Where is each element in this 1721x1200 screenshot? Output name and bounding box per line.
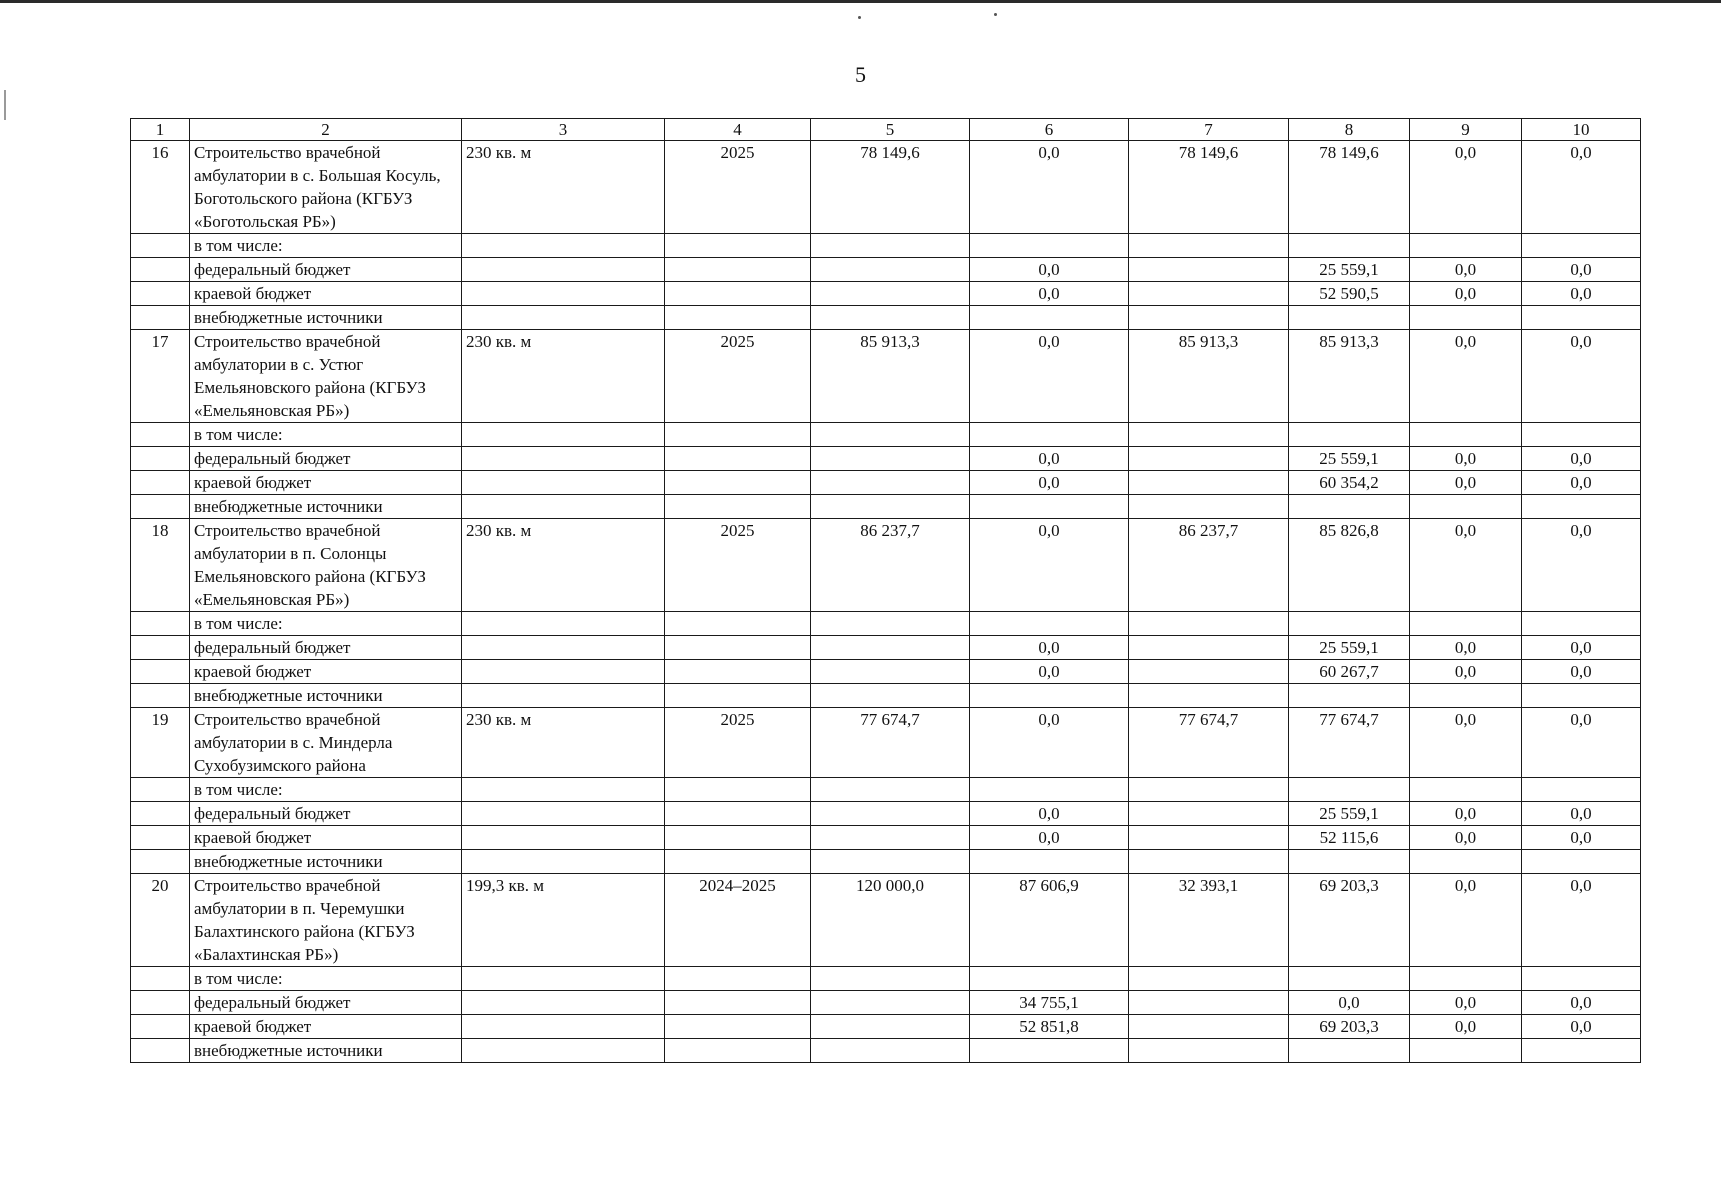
- value-col-6: [970, 234, 1129, 258]
- value-col-8: 25 559,1: [1289, 636, 1410, 660]
- value-col-6: 0,0: [970, 471, 1129, 495]
- empty-cell: [131, 684, 190, 708]
- empty-cell: [811, 495, 970, 519]
- value-col-6: [970, 778, 1129, 802]
- value-col-10: 0,0: [1522, 1015, 1641, 1039]
- funding-source-label: краевой бюджет: [190, 1015, 462, 1039]
- empty-cell: [131, 991, 190, 1015]
- value-col-9: [1410, 423, 1522, 447]
- funding-source-row: [131, 660, 1641, 684]
- project-years: 2024–2025: [665, 874, 811, 967]
- funding-source-label: федеральный бюджет: [190, 636, 462, 660]
- empty-cell: [462, 991, 665, 1015]
- empty-cell: [131, 850, 190, 874]
- column-header: 10: [1522, 119, 1641, 141]
- empty-cell: [665, 471, 811, 495]
- value-col-10: [1522, 495, 1641, 519]
- funding-source-label: внебюджетные источники: [190, 1039, 462, 1063]
- project-row: [131, 330, 1641, 423]
- project-years: 2025: [665, 519, 811, 612]
- row-number: 20: [131, 874, 190, 967]
- value-col-8: [1289, 612, 1410, 636]
- column-header: 1: [131, 119, 190, 141]
- empty-cell: [665, 802, 811, 826]
- funding-source-label: краевой бюджет: [190, 282, 462, 306]
- project-description: Строительство врачебной амбулатории в с. Миндерла Сухобузимского района: [190, 708, 462, 778]
- value-col-7: 77 674,7: [1129, 708, 1289, 778]
- column-header: 4: [665, 119, 811, 141]
- column-header: 3: [462, 119, 665, 141]
- empty-cell: [1129, 850, 1289, 874]
- value-col-10: 0,0: [1522, 447, 1641, 471]
- empty-cell: [811, 306, 970, 330]
- value-col-6: [970, 495, 1129, 519]
- value-col-10: 0,0: [1522, 991, 1641, 1015]
- funding-source-label: в том числе:: [190, 778, 462, 802]
- project-description: Строительство врачебной амбулатории в п. Черемушки Балахтинского района (КГБУЗ «Балахтинская РБ»): [190, 874, 462, 967]
- empty-cell: [131, 967, 190, 991]
- funding-source-label: внебюджетные источники: [190, 850, 462, 874]
- value-col-8: 25 559,1: [1289, 447, 1410, 471]
- value-col-10: 0,0: [1522, 874, 1641, 967]
- project-row: [131, 874, 1641, 967]
- value-col-10: 0,0: [1522, 330, 1641, 423]
- empty-cell: [131, 234, 190, 258]
- row-number: 16: [131, 141, 190, 234]
- column-header: 6: [970, 119, 1129, 141]
- value-col-8: 85 913,3: [1289, 330, 1410, 423]
- funding-source-row: [131, 850, 1641, 874]
- empty-cell: [462, 967, 665, 991]
- project-description: Строительство врачебной амбулатории в с. Большая Косуль, Боготольского района (КГБУЗ «Боготольская РБ»): [190, 141, 462, 234]
- empty-cell: [131, 802, 190, 826]
- empty-cell: [1129, 471, 1289, 495]
- value-col-8: 60 267,7: [1289, 660, 1410, 684]
- empty-cell: [1129, 1015, 1289, 1039]
- project-capacity: 230 кв. м: [462, 141, 665, 234]
- value-col-6: 0,0: [970, 330, 1129, 423]
- empty-cell: [811, 423, 970, 447]
- empty-cell: [1129, 447, 1289, 471]
- value-col-10: [1522, 423, 1641, 447]
- value-col-8: 60 354,2: [1289, 471, 1410, 495]
- funding-source-label: краевой бюджет: [190, 660, 462, 684]
- value-col-6: 0,0: [970, 636, 1129, 660]
- value-col-9: 0,0: [1410, 802, 1522, 826]
- empty-cell: [1129, 636, 1289, 660]
- empty-cell: [665, 778, 811, 802]
- value-col-9: 0,0: [1410, 826, 1522, 850]
- empty-cell: [1129, 802, 1289, 826]
- value-col-8: 52 590,5: [1289, 282, 1410, 306]
- value-col-10: 0,0: [1522, 258, 1641, 282]
- value-col-6: 0,0: [970, 282, 1129, 306]
- value-col-6: [970, 684, 1129, 708]
- empty-cell: [811, 684, 970, 708]
- value-col-9: 0,0: [1410, 258, 1522, 282]
- empty-cell: [665, 850, 811, 874]
- value-col-5: 85 913,3: [811, 330, 970, 423]
- empty-cell: [665, 1015, 811, 1039]
- budget-table: [130, 118, 1641, 1063]
- value-col-10: 0,0: [1522, 660, 1641, 684]
- funding-source-label: краевой бюджет: [190, 826, 462, 850]
- project-row: [131, 708, 1641, 778]
- value-col-8: [1289, 850, 1410, 874]
- funding-source-row: [131, 684, 1641, 708]
- empty-cell: [811, 660, 970, 684]
- value-col-8: [1289, 234, 1410, 258]
- empty-cell: [665, 447, 811, 471]
- empty-cell: [462, 258, 665, 282]
- value-col-9: 0,0: [1410, 708, 1522, 778]
- value-col-10: 0,0: [1522, 802, 1641, 826]
- value-col-8: 69 203,3: [1289, 874, 1410, 967]
- empty-cell: [131, 306, 190, 330]
- funding-source-row: [131, 991, 1641, 1015]
- value-col-8: [1289, 306, 1410, 330]
- value-col-10: 0,0: [1522, 471, 1641, 495]
- empty-cell: [811, 778, 970, 802]
- funding-source-row: [131, 258, 1641, 282]
- funding-source-row: [131, 802, 1641, 826]
- empty-cell: [665, 258, 811, 282]
- funding-source-row: [131, 306, 1641, 330]
- empty-cell: [811, 991, 970, 1015]
- value-col-6: 0,0: [970, 519, 1129, 612]
- scan-edge-mark: [4, 90, 6, 120]
- empty-cell: [131, 636, 190, 660]
- value-col-10: 0,0: [1522, 519, 1641, 612]
- project-row: [131, 141, 1641, 234]
- empty-cell: [131, 495, 190, 519]
- page-number: 5: [855, 62, 866, 87]
- value-col-6: [970, 967, 1129, 991]
- funding-source-row: [131, 778, 1641, 802]
- value-col-9: 0,0: [1410, 636, 1522, 660]
- empty-cell: [1129, 684, 1289, 708]
- empty-cell: [1129, 991, 1289, 1015]
- funding-source-row: [131, 423, 1641, 447]
- column-header: 9: [1410, 119, 1522, 141]
- row-number: 18: [131, 519, 190, 612]
- empty-cell: [462, 282, 665, 306]
- funding-source-row: [131, 1015, 1641, 1039]
- value-col-6: 0,0: [970, 141, 1129, 234]
- value-col-8: 0,0: [1289, 991, 1410, 1015]
- value-col-9: 0,0: [1410, 330, 1522, 423]
- empty-cell: [811, 1015, 970, 1039]
- empty-cell: [811, 447, 970, 471]
- value-col-6: [970, 306, 1129, 330]
- column-header: 7: [1129, 119, 1289, 141]
- empty-cell: [665, 660, 811, 684]
- value-col-8: 69 203,3: [1289, 1015, 1410, 1039]
- value-col-9: 0,0: [1410, 660, 1522, 684]
- empty-cell: [665, 612, 811, 636]
- project-capacity: 230 кв. м: [462, 330, 665, 423]
- value-col-9: [1410, 967, 1522, 991]
- table-body: [131, 119, 1641, 1063]
- value-col-6: 0,0: [970, 802, 1129, 826]
- empty-cell: [811, 636, 970, 660]
- value-col-9: 0,0: [1410, 447, 1522, 471]
- empty-cell: [1129, 306, 1289, 330]
- value-col-10: [1522, 234, 1641, 258]
- empty-cell: [462, 612, 665, 636]
- empty-cell: [1129, 778, 1289, 802]
- value-col-9: 0,0: [1410, 1015, 1522, 1039]
- value-col-6: 34 755,1: [970, 991, 1129, 1015]
- row-number: 19: [131, 708, 190, 778]
- empty-cell: [462, 234, 665, 258]
- value-col-6: 0,0: [970, 708, 1129, 778]
- empty-cell: [462, 471, 665, 495]
- empty-cell: [811, 850, 970, 874]
- project-description: Строительство врачебной амбулатории в п. Солонцы Емельяновского района (КГБУЗ «Емельяновская РБ»): [190, 519, 462, 612]
- project-row: [131, 519, 1641, 612]
- value-col-6: 0,0: [970, 258, 1129, 282]
- funding-source-label: в том числе:: [190, 423, 462, 447]
- value-col-10: [1522, 778, 1641, 802]
- empty-cell: [131, 423, 190, 447]
- empty-cell: [665, 282, 811, 306]
- funding-source-label: федеральный бюджет: [190, 258, 462, 282]
- top-border-line: [0, 0, 1721, 3]
- value-col-9: [1410, 234, 1522, 258]
- value-col-8: [1289, 423, 1410, 447]
- value-col-5: 78 149,6: [811, 141, 970, 234]
- funding-source-row: [131, 967, 1641, 991]
- value-col-9: 0,0: [1410, 282, 1522, 306]
- value-col-8: [1289, 495, 1410, 519]
- empty-cell: [811, 967, 970, 991]
- value-col-7: 85 913,3: [1129, 330, 1289, 423]
- funding-source-label: внебюджетные источники: [190, 684, 462, 708]
- empty-cell: [462, 636, 665, 660]
- scan-speck: [858, 16, 861, 19]
- value-col-10: [1522, 612, 1641, 636]
- funding-source-row: [131, 282, 1641, 306]
- value-col-10: 0,0: [1522, 282, 1641, 306]
- empty-cell: [665, 1039, 811, 1063]
- value-col-9: [1410, 495, 1522, 519]
- value-col-10: [1522, 1039, 1641, 1063]
- empty-cell: [665, 967, 811, 991]
- funding-source-label: внебюджетные источники: [190, 306, 462, 330]
- value-col-9: 0,0: [1410, 141, 1522, 234]
- empty-cell: [665, 826, 811, 850]
- funding-source-row: [131, 447, 1641, 471]
- empty-cell: [811, 258, 970, 282]
- value-col-10: 0,0: [1522, 636, 1641, 660]
- empty-cell: [1129, 826, 1289, 850]
- project-years: 2025: [665, 708, 811, 778]
- empty-cell: [462, 1039, 665, 1063]
- value-col-5: 120 000,0: [811, 874, 970, 967]
- funding-source-row: [131, 636, 1641, 660]
- project-capacity: 199,3 кв. м: [462, 874, 665, 967]
- empty-cell: [131, 282, 190, 306]
- value-col-6: [970, 612, 1129, 636]
- value-col-7: 32 393,1: [1129, 874, 1289, 967]
- empty-cell: [131, 778, 190, 802]
- column-header: 8: [1289, 119, 1410, 141]
- project-capacity: 230 кв. м: [462, 708, 665, 778]
- value-col-10: [1522, 967, 1641, 991]
- empty-cell: [1129, 612, 1289, 636]
- funding-source-label: краевой бюджет: [190, 471, 462, 495]
- empty-cell: [1129, 495, 1289, 519]
- empty-cell: [131, 660, 190, 684]
- empty-cell: [131, 1039, 190, 1063]
- empty-cell: [131, 826, 190, 850]
- funding-source-label: федеральный бюджет: [190, 991, 462, 1015]
- value-col-10: 0,0: [1522, 141, 1641, 234]
- value-col-10: [1522, 850, 1641, 874]
- empty-cell: [665, 234, 811, 258]
- value-col-9: [1410, 684, 1522, 708]
- funding-source-label: в том числе:: [190, 234, 462, 258]
- empty-cell: [462, 826, 665, 850]
- empty-cell: [462, 850, 665, 874]
- value-col-8: 52 115,6: [1289, 826, 1410, 850]
- funding-source-row: [131, 1039, 1641, 1063]
- empty-cell: [811, 234, 970, 258]
- empty-cell: [811, 612, 970, 636]
- value-col-8: 78 149,6: [1289, 141, 1410, 234]
- funding-source-label: в том числе:: [190, 967, 462, 991]
- value-col-9: [1410, 1039, 1522, 1063]
- value-col-8: [1289, 778, 1410, 802]
- funding-source-label: внебюджетные источники: [190, 495, 462, 519]
- empty-cell: [665, 423, 811, 447]
- value-col-9: 0,0: [1410, 471, 1522, 495]
- value-col-6: 87 606,9: [970, 874, 1129, 967]
- value-col-8: [1289, 684, 1410, 708]
- value-col-7: 78 149,6: [1129, 141, 1289, 234]
- value-col-6: [970, 850, 1129, 874]
- value-col-8: 25 559,1: [1289, 802, 1410, 826]
- empty-cell: [665, 991, 811, 1015]
- value-col-9: 0,0: [1410, 874, 1522, 967]
- value-col-8: 77 674,7: [1289, 708, 1410, 778]
- column-header: 5: [811, 119, 970, 141]
- funding-source-label: федеральный бюджет: [190, 802, 462, 826]
- empty-cell: [131, 1015, 190, 1039]
- funding-source-label: федеральный бюджет: [190, 447, 462, 471]
- empty-cell: [462, 423, 665, 447]
- funding-source-label: в том числе:: [190, 612, 462, 636]
- empty-cell: [462, 1015, 665, 1039]
- funding-source-row: [131, 826, 1641, 850]
- empty-cell: [665, 306, 811, 330]
- empty-cell: [462, 495, 665, 519]
- empty-cell: [1129, 234, 1289, 258]
- empty-cell: [665, 636, 811, 660]
- empty-cell: [462, 684, 665, 708]
- value-col-6: 0,0: [970, 826, 1129, 850]
- value-col-7: 86 237,7: [1129, 519, 1289, 612]
- value-col-9: 0,0: [1410, 991, 1522, 1015]
- scan-speck: [994, 13, 997, 16]
- value-col-8: 25 559,1: [1289, 258, 1410, 282]
- empty-cell: [131, 447, 190, 471]
- value-col-10: [1522, 306, 1641, 330]
- value-col-6: 0,0: [970, 660, 1129, 684]
- value-col-8: [1289, 967, 1410, 991]
- value-col-6: 52 851,8: [970, 1015, 1129, 1039]
- value-col-9: 0,0: [1410, 519, 1522, 612]
- empty-cell: [1129, 1039, 1289, 1063]
- value-col-8: 85 826,8: [1289, 519, 1410, 612]
- column-header: 2: [190, 119, 462, 141]
- empty-cell: [462, 778, 665, 802]
- value-col-8: [1289, 1039, 1410, 1063]
- value-col-6: 0,0: [970, 447, 1129, 471]
- funding-source-row: [131, 471, 1641, 495]
- empty-cell: [131, 258, 190, 282]
- column-number-row: [131, 119, 1641, 141]
- empty-cell: [665, 684, 811, 708]
- value-col-10: [1522, 684, 1641, 708]
- project-description: Строительство врачебной амбулатории в с. Устюг Емельяновского района (КГБУЗ «Емельяновская РБ»): [190, 330, 462, 423]
- funding-source-row: [131, 612, 1641, 636]
- value-col-5: 77 674,7: [811, 708, 970, 778]
- value-col-9: [1410, 612, 1522, 636]
- empty-cell: [462, 306, 665, 330]
- value-col-9: [1410, 306, 1522, 330]
- value-col-9: [1410, 778, 1522, 802]
- value-col-5: 86 237,7: [811, 519, 970, 612]
- empty-cell: [811, 826, 970, 850]
- empty-cell: [811, 471, 970, 495]
- project-years: 2025: [665, 141, 811, 234]
- value-col-9: [1410, 850, 1522, 874]
- project-capacity: 230 кв. м: [462, 519, 665, 612]
- funding-source-row: [131, 495, 1641, 519]
- empty-cell: [1129, 423, 1289, 447]
- empty-cell: [1129, 282, 1289, 306]
- empty-cell: [1129, 660, 1289, 684]
- empty-cell: [1129, 258, 1289, 282]
- empty-cell: [462, 802, 665, 826]
- empty-cell: [811, 1039, 970, 1063]
- empty-cell: [811, 802, 970, 826]
- empty-cell: [1129, 967, 1289, 991]
- value-col-10: 0,0: [1522, 826, 1641, 850]
- row-number: 17: [131, 330, 190, 423]
- empty-cell: [462, 447, 665, 471]
- value-col-6: [970, 423, 1129, 447]
- project-years: 2025: [665, 330, 811, 423]
- funding-source-row: [131, 234, 1641, 258]
- empty-cell: [131, 471, 190, 495]
- empty-cell: [131, 612, 190, 636]
- empty-cell: [462, 660, 665, 684]
- empty-cell: [811, 282, 970, 306]
- value-col-6: [970, 1039, 1129, 1063]
- value-col-10: 0,0: [1522, 708, 1641, 778]
- empty-cell: [665, 495, 811, 519]
